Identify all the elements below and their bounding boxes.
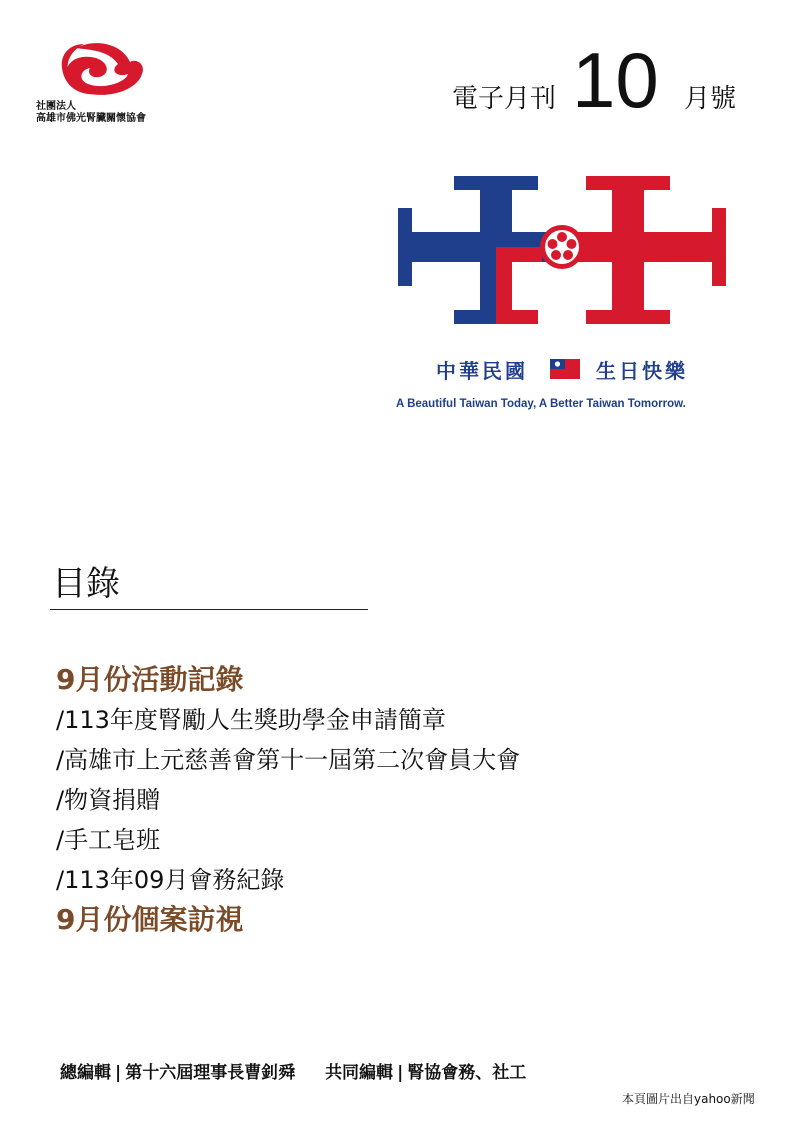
organization-logo xyxy=(30,40,170,132)
issue-prefix: 電子月刊 xyxy=(452,84,557,114)
toc-heading: 目錄 xyxy=(52,564,120,604)
co-editor-label: 共同編輯 xyxy=(325,1063,394,1083)
organization-logo-icon xyxy=(56,40,148,102)
chief-editor: 第十六屆理事長曹釗舜 xyxy=(125,1063,296,1083)
celebration-tagline xyxy=(430,355,700,385)
toc-section: 9月份活動記錄 xyxy=(56,663,244,696)
chief-editor-label: 總編輯 xyxy=(60,1063,111,1083)
toc-item: /113年度腎勵人生獎助學金申請簡章 xyxy=(56,706,446,734)
toc-item: /113年09月會務紀錄 xyxy=(56,866,285,894)
english-tagline: A Beautiful Taiwan Today, A Better Taiwan Tomorrow. xyxy=(396,398,686,410)
toc-item: /高雄市上元慈善會第十一屆第二次會員大會 xyxy=(56,746,521,774)
toc-section: 9月份個案訪視 xyxy=(56,903,244,936)
toc-divider xyxy=(50,609,368,610)
toc-item: /物資捐贈 xyxy=(56,786,161,814)
tagline-greeting: 生日快樂 xyxy=(596,359,688,383)
toc-item: /手工皂班 xyxy=(56,826,161,854)
image-credit: 本頁圖片出自yahoo新聞 xyxy=(622,1092,755,1106)
organization-name: 高雄市佛光腎臟關懷協會 xyxy=(36,113,146,124)
issue-suffix: 月號 xyxy=(684,84,737,114)
separator: | xyxy=(115,1063,122,1083)
co-editor: 腎協會務、社工 xyxy=(407,1063,527,1083)
editor-credits xyxy=(60,1058,526,1083)
table-of-contents xyxy=(56,660,756,940)
issue-title xyxy=(452,36,752,124)
roc-double-ten-emblem-icon xyxy=(392,170,732,330)
roc-flag-icon xyxy=(550,359,580,379)
tagline-country: 中華民國 xyxy=(436,359,528,383)
separator: | xyxy=(397,1063,404,1083)
organization-type: 社團法人 xyxy=(36,101,76,112)
issue-number: 10 xyxy=(572,36,659,124)
